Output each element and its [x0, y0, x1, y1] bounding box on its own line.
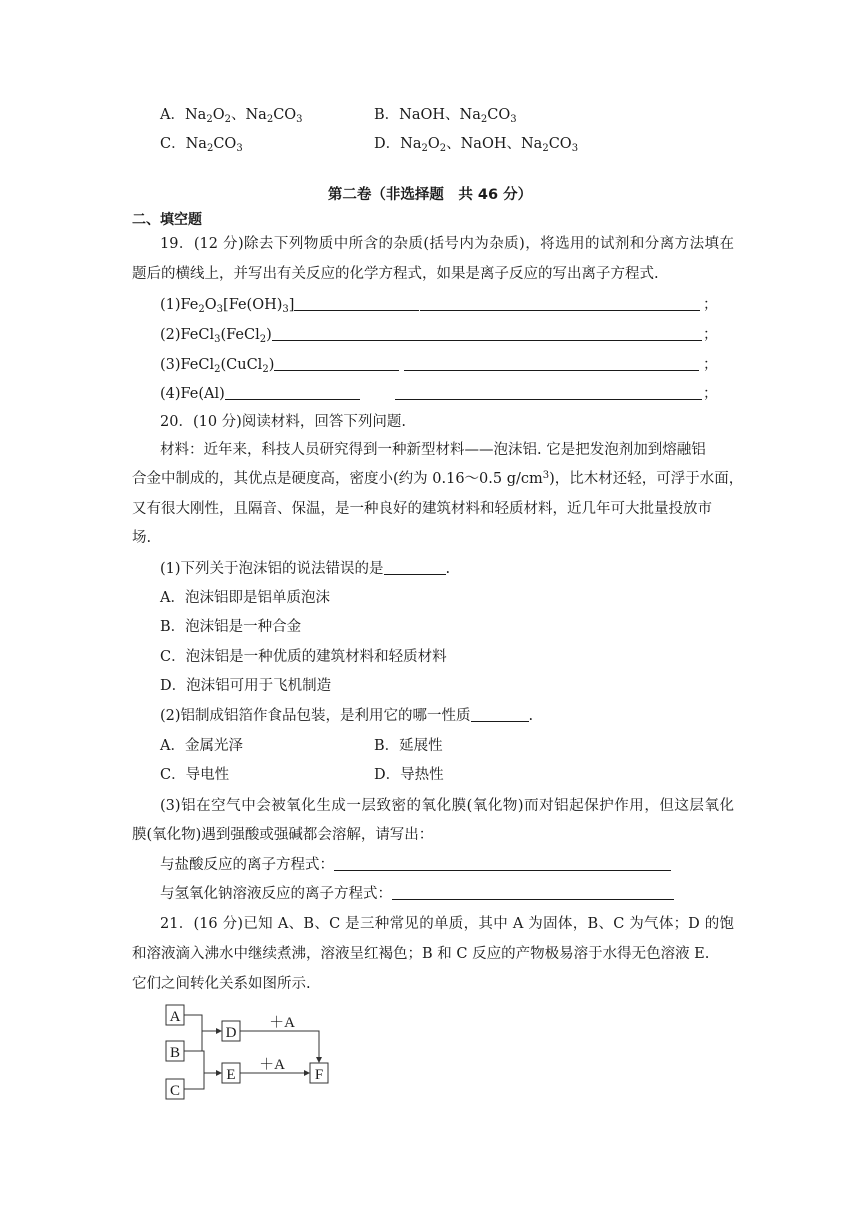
q20-sub3-line2: 膜(氧化物)遇到强酸或强碱都会溶解，请写出：	[132, 827, 434, 843]
q20-sub2-option-b: B．延展性	[374, 738, 443, 754]
punctuation: .	[528, 708, 534, 724]
material-text: ：近年来，科技人员研究得到一种新型材料——泡沫铝. 它是把发泡剂加到熔融铝	[189, 442, 706, 458]
subscript: 2	[206, 114, 213, 125]
option-label: A．	[160, 107, 185, 123]
option-b	[374, 105, 517, 125]
q21-line2: 和溶液滴入沸水中继续煮沸，溶液呈红褐色；B 和 C 反应的产物极易溶于水得无色溶液 E.	[132, 946, 710, 962]
node-d: D	[225, 1025, 237, 1041]
q20-stem: 20．(10 分)阅读材料，回答下列问题.	[160, 414, 406, 430]
material-label: 材料	[160, 442, 189, 458]
node-c: C	[169, 1083, 181, 1099]
subscript: 3	[236, 143, 243, 154]
option-d	[374, 134, 578, 154]
punctuation: .	[445, 561, 451, 577]
answer-blank[interactable]	[395, 385, 702, 400]
bracket-bc	[184, 1051, 204, 1089]
answer-blank[interactable]	[384, 560, 446, 575]
formula-part: 、Na	[230, 107, 267, 123]
q20-sub1-stem	[160, 559, 450, 579]
formula-part: (CuCl	[220, 357, 263, 373]
option-c	[160, 134, 243, 154]
bracket-ab	[184, 1015, 202, 1051]
q20-sub1-option-b: B．泡沫铝是一种合金	[160, 619, 302, 635]
subscript: 2	[542, 143, 549, 154]
subscript: 3	[216, 304, 224, 315]
formula-part: Na	[185, 136, 207, 152]
edge-label-bottom: ＋A	[259, 1057, 285, 1073]
q20-material-line2	[132, 469, 743, 489]
material-text: 合金中制成的，其优点是硬度高，密度小(约为 0.16～0.5 g/cm	[132, 471, 543, 487]
subscript: 2	[439, 143, 447, 154]
formula-part: (1)Fe	[160, 297, 199, 313]
q20-sub3-naoh	[160, 884, 674, 904]
answer-blank[interactable]	[294, 296, 419, 311]
superscript: 3	[542, 470, 550, 481]
question-text: 与氢氧化钠溶液反应的离子方程式：	[160, 886, 392, 902]
answer-blank[interactable]	[420, 296, 700, 311]
subscript: 3	[214, 334, 221, 345]
section-title: 第二卷（非选择题 共 46 分）	[327, 187, 533, 203]
q20-sub2-option-c: C．导电性	[160, 767, 230, 783]
subscript: 3	[571, 143, 579, 154]
option-label: D．	[374, 136, 401, 152]
subscript: 2	[480, 114, 488, 125]
q19-stem-line1: 19．(12 分)除去下列物质中所含的杂质(括号内为杂质)，将选用的试剂和分离方法填在	[160, 236, 734, 252]
node-f: F	[314, 1067, 324, 1083]
formula-part: [Fe(OH)	[223, 297, 283, 313]
formula-part: CO	[548, 136, 572, 152]
subscript: 2	[206, 143, 214, 154]
separator: ；	[703, 327, 718, 343]
formula-part: CO	[273, 107, 297, 123]
q20-sub2-stem	[160, 706, 533, 726]
q20-sub3-line1: (3)铝在空气中会被氧化生成一层致密的氧化膜(氧化物)而对铝起保护作用，但这层氧化	[160, 798, 734, 814]
option-a	[160, 105, 303, 125]
formula-part: O	[212, 107, 225, 123]
formula-part: (FeCl	[220, 327, 260, 343]
q19-item-2	[160, 325, 410, 345]
q20-sub1-option-a: A．泡沫铝即是铝单质泡沫	[160, 590, 330, 606]
q20-sub2-option-a: A．金属光泽	[160, 738, 243, 754]
node-e: E	[226, 1067, 236, 1083]
formula-part: CO	[487, 107, 511, 123]
formula-part: O	[427, 136, 440, 152]
answer-blank[interactable]	[404, 356, 699, 371]
q19-stem-line2: 题后的横线上，并写出有关反应的化学方程式，如果是离子反应的写出离子方程式.	[132, 266, 659, 282]
subscript: 2	[266, 114, 274, 125]
q20-sub1-option-c: C．泡沫铝是一种优质的建筑材料和轻质材料	[160, 649, 447, 665]
q20-material-line4: 场.	[132, 530, 152, 546]
section-heading: 二、填空题	[132, 212, 202, 228]
question-text: 与盐酸反应的离子方程式：	[160, 857, 334, 873]
separator: ；	[703, 297, 718, 313]
material-text: )，比木材还轻，可浮于水面，	[549, 471, 744, 487]
q20-material-line3: 又有很大刚性，且隔音、保温，是一种良好的建筑材料和轻质材料，近几年可大批量投放市	[132, 501, 712, 517]
q19-item-1	[160, 295, 419, 315]
q19-item-3	[160, 355, 399, 375]
answer-blank[interactable]	[272, 326, 410, 341]
separator: ；	[703, 357, 718, 373]
answer-blank[interactable]	[410, 326, 702, 341]
subscript: 3	[296, 114, 303, 125]
node-b: B	[169, 1045, 181, 1061]
formula-part: 、NaOH、Na	[446, 136, 543, 152]
q21-line3: 它们之间转化关系如图所示.	[132, 976, 311, 992]
formula-part: Na	[184, 107, 207, 123]
option-label: B．	[374, 107, 400, 123]
subscript: 2	[262, 364, 269, 375]
answer-blank[interactable]	[334, 856, 671, 871]
formula-part: Na	[400, 136, 422, 152]
formula-part: (3)FeCl	[160, 357, 215, 373]
option-label: C．	[160, 136, 186, 152]
subscript: 2	[224, 114, 231, 125]
subscript: 2	[421, 143, 428, 154]
subscript: 3	[282, 304, 289, 315]
answer-blank[interactable]	[392, 885, 674, 900]
q21-line1: 21．(16 分)已知 A、B、C 是三种常见的单质，其中 A 为固体，B、C 为气体；D 的饱	[160, 916, 734, 932]
formula-part: (4)Fe(Al)	[160, 386, 225, 402]
q20-sub1-option-d: D．泡沫铝可用于飞机制造	[160, 678, 332, 694]
formula-part: ]	[288, 297, 295, 313]
q20-sub2-option-d: D．导热性	[374, 767, 444, 783]
subscript: 2	[259, 334, 267, 345]
separator: ；	[703, 386, 718, 402]
subscript: 2	[198, 304, 205, 315]
question-text: (1)下列关于泡沫铝的说法错误的是	[160, 561, 384, 577]
formula-part: O	[204, 297, 217, 313]
q20-material-line1	[160, 440, 706, 460]
formula-part: (2)FeCl	[160, 327, 215, 343]
conversion-diagram	[160, 1000, 360, 1110]
answer-blank[interactable]	[471, 707, 529, 722]
formula-part: CO	[213, 136, 237, 152]
arrow-d-to-f	[240, 1031, 319, 1059]
answer-blank[interactable]	[225, 385, 360, 400]
node-a: A	[169, 1009, 181, 1025]
subscript: 2	[214, 364, 221, 375]
q20-sub3-hcl	[160, 855, 671, 875]
subscript: 3	[510, 114, 517, 125]
formula-part: )	[268, 357, 275, 373]
q19-item-4	[160, 384, 360, 404]
formula-part: NaOH、Na	[399, 107, 481, 123]
question-text: (2)铝制成铝箔作食品包装，是利用它的哪一性质	[160, 708, 471, 724]
answer-blank[interactable]	[274, 356, 399, 371]
formula-part: )	[266, 327, 272, 343]
edge-label-top: ＋A	[269, 1015, 295, 1031]
